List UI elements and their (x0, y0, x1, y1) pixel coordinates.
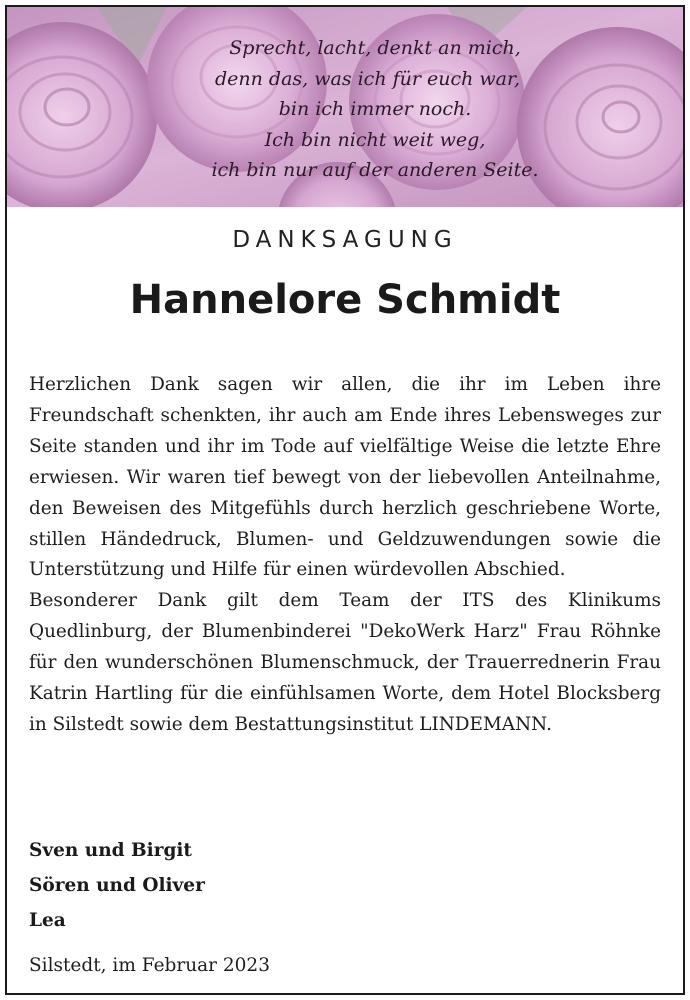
roses-header-image (7, 7, 683, 207)
notice-heading: DANKSAGUNG (232, 227, 458, 253)
poem-line: bin ich immer noch. (278, 98, 472, 120)
signers (29, 833, 205, 938)
signer: Lea (29, 910, 66, 931)
poem-line: denn das, was ich für euch war, (214, 67, 521, 90)
poem-line: Sprecht, lacht, denkt an mich, (229, 37, 521, 59)
poem-line: ich bin nur auf der anderen Seite. (211, 159, 539, 181)
deceased-name: Hannelore Schmidt (129, 277, 561, 323)
obituary-notice (5, 5, 685, 995)
thanks-paragraph: Herzlichen Dank sagen wir allen, die ihr im Leben ihre Freundschaft schenkten, ihr auch am Ende ihres Lebensweges zur Seite standen und ihr im Tode auf vielfältige Weise die letzte Ehre erwiesen. Wir waren tief bewegt von der liebevollen Anteilnahme, den Beweisen des Mitgefühls durch herzlich geschriebene Worte, stillen Händedruck, Blumen- und Geldzuwendungen sowie die Unterstützung und Hilfe für einen würdevollen Abschied. (29, 374, 661, 581)
place-date: Silstedt, im Februar 2023 (29, 955, 270, 976)
thanks-text (29, 370, 661, 741)
poem (7, 33, 683, 186)
signer: Sören und Oliver (29, 875, 205, 896)
signer: Sven und Birgit (29, 840, 192, 861)
poem-line: Ich bin nicht weit weg, (264, 128, 486, 151)
thanks-paragraph: Besonderer Dank gilt dem Team der ITS des Klinikums Quedlinburg, der Blumenbinderei "DekoWerk Harz" Frau Röhnke für den wunderschönen Blumenschmuck, der Trauerrednerin Frau Katrin Hartling für die einfühlsamen Worte, dem Hotel Blocksberg in Silstedt sowie dem Bestattungsinstitut LINDEMANN. (29, 590, 661, 735)
